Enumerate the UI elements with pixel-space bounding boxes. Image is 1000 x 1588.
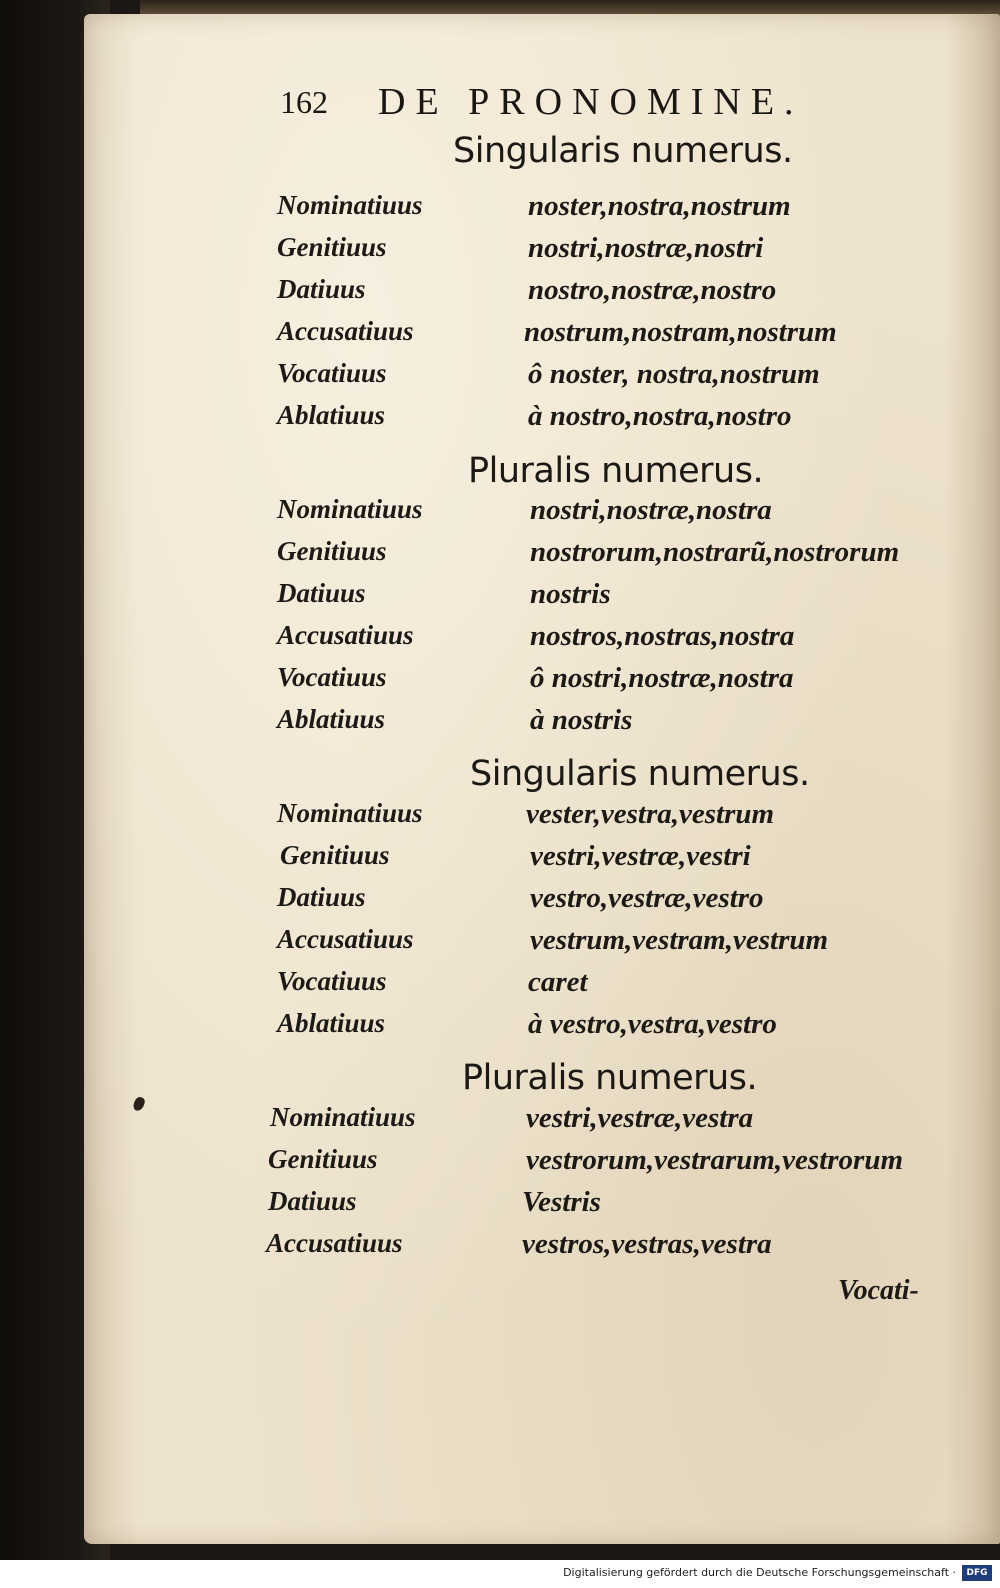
table-row [0,620,1000,660]
case-forms: ô noster, nostra,nostrum [528,358,820,390]
case-forms: vestri,vestræ,vestri [530,840,751,872]
case-forms: Vestris [522,1186,601,1218]
table-row [0,1228,1000,1268]
table-row [0,1186,1000,1226]
case-forms: nostri,nostræ,nostri [528,232,764,264]
table-row [0,316,1000,356]
case-forms: vestrorum,vestrarum,vestrorum [526,1144,904,1176]
case-label: Accusatiuus [266,1228,403,1258]
case-label: Nominatiuus [277,798,423,828]
funding-credit: Digitalisierung gefördert durch die Deutsche Forschungsgemeinschaft · [563,1566,956,1579]
section-heading: Singularis numerus. [453,131,793,171]
case-forms: nostros,nostras,nostra [530,620,795,652]
table-row [0,840,1000,880]
case-forms: à nostris [530,704,633,736]
table-row [0,704,1000,744]
table-row [0,400,1000,440]
table-row [0,274,1000,314]
page-number: 162 [280,84,328,120]
table-row [0,536,1000,576]
case-label: Vocatiuus [277,662,387,692]
case-label: Datiuus [277,578,366,608]
case-label: Accusatiuus [277,924,414,954]
case-forms: à vestro,vestra,vestro [528,1008,777,1040]
table-row [0,1102,1000,1142]
table-row [0,882,1000,922]
case-label: Accusatiuus [277,316,414,346]
case-label: Ablatiuus [277,704,386,734]
table-row [0,232,1000,272]
digitization-footer [0,1560,1000,1588]
table-row [0,662,1000,702]
table-row [0,494,1000,534]
case-label: Nominatiuus [277,494,423,524]
case-forms: nostro,nostræ,nostro [528,274,777,306]
case-label: Datiuus [277,274,366,304]
section-heading: Singularis numerus. [470,754,810,794]
case-forms: vestros,vestras,vestra [522,1228,772,1260]
case-label: Genitiuus [277,536,387,566]
case-label: Genitiuus [268,1144,378,1174]
case-forms: ô nostri,nostræ,nostra [530,662,794,694]
section-heading: Pluralis numerus. [462,1058,758,1098]
case-label: Vocatiuus [277,966,387,996]
table-row [0,1008,1000,1048]
case-label: Ablatiuus [277,1008,386,1038]
case-forms: caret [528,966,588,998]
case-forms: vester,vestra,vestrum [526,798,775,830]
case-label: Nominatiuus [277,190,423,220]
case-forms: nostri,nostræ,nostra [530,494,772,526]
case-forms: nostrum,nostram,nostrum [524,316,837,348]
table-row [0,578,1000,618]
case-forms: vestri,vestræ,vestra [526,1102,754,1134]
case-label: Accusatiuus [277,620,414,650]
case-label: Genitiuus [280,840,390,870]
case-forms: nostris [530,578,611,610]
case-label: Nominatiuus [270,1102,416,1132]
running-title: DE PRONOMINE. [378,81,804,123]
table-row [0,798,1000,838]
case-forms: à nostro,nostra,nostro [528,400,792,432]
dfg-logo: DFG [962,1565,992,1581]
table-row [0,358,1000,398]
case-forms: noster,nostra,nostrum [528,190,791,222]
case-label: Datiuus [268,1186,357,1216]
case-label: Genitiuus [277,232,387,262]
catchword: Vocati- [838,1275,919,1306]
case-forms: vestrum,vestram,vestrum [530,924,829,956]
case-label: Vocatiuus [277,358,387,388]
table-row [0,966,1000,1006]
section-heading: Pluralis numerus. [468,451,764,491]
table-row [0,924,1000,964]
case-forms: vestro,vestræ,vestro [530,882,764,914]
table-row [0,1144,1000,1184]
page-header [280,80,900,130]
table-row [0,190,1000,230]
case-label: Ablatiuus [277,400,386,430]
case-forms: nostrorum,nostrarũ,nostrorum [530,536,900,568]
case-label: Datiuus [277,882,366,912]
